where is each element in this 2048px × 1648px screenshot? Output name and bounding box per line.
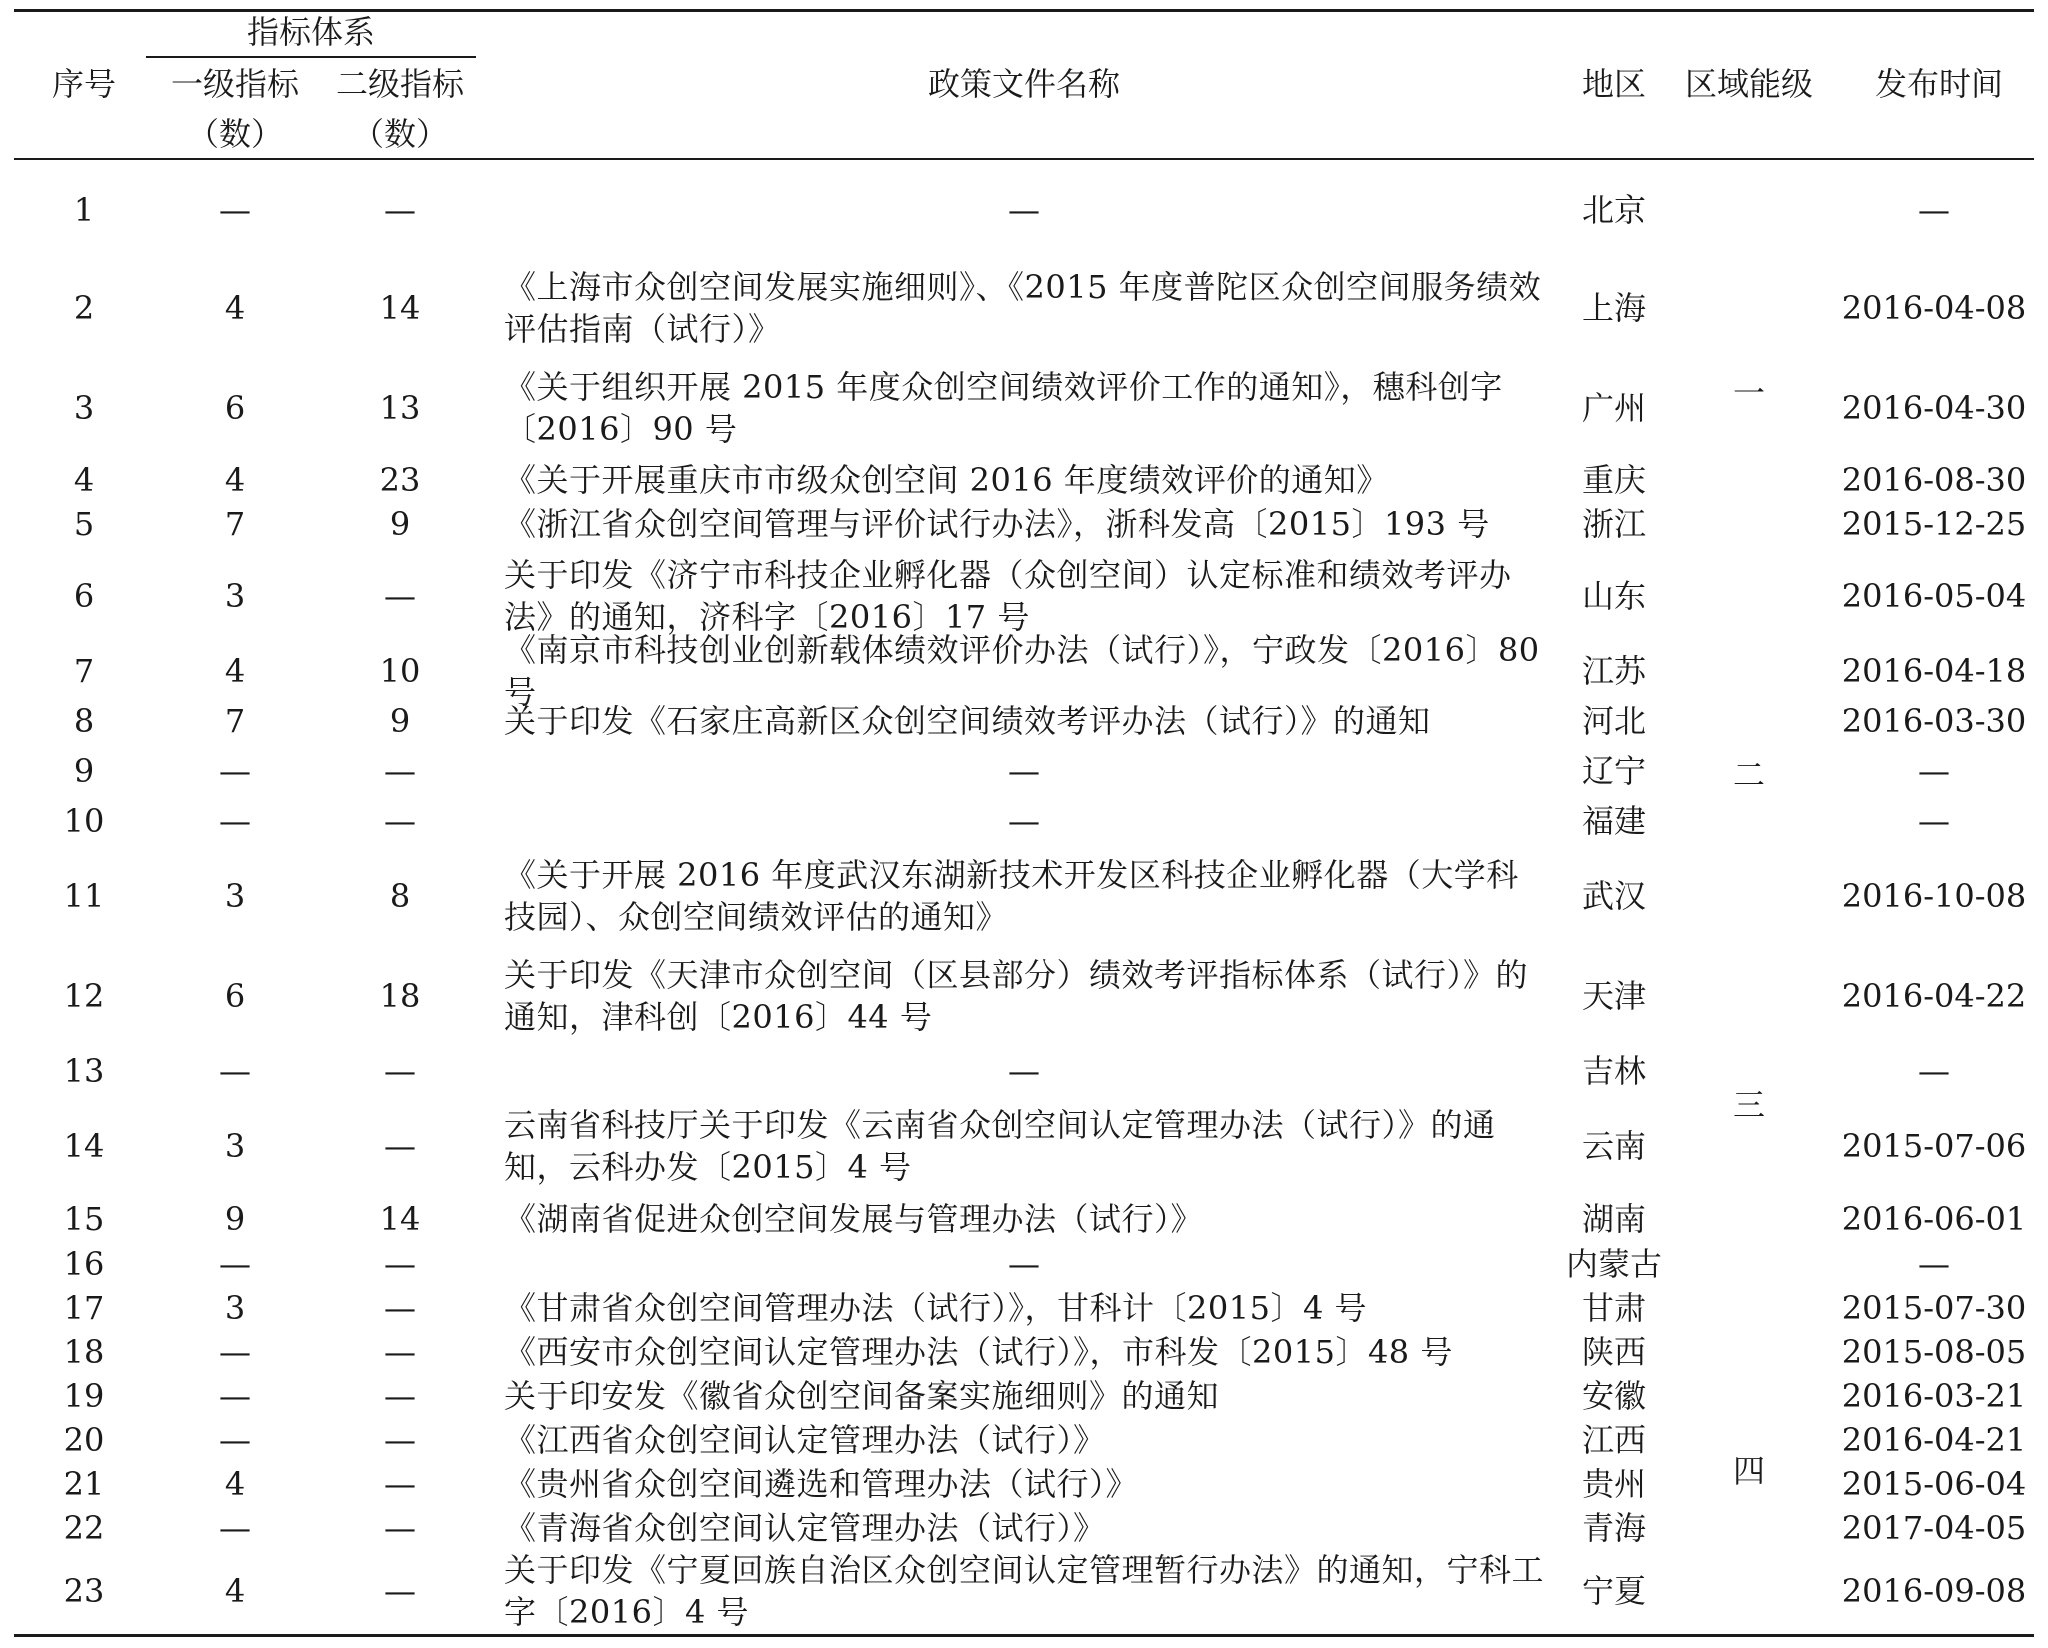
row-level2-count: —: [384, 802, 416, 840]
row-region: 安徽: [1581, 1377, 1646, 1415]
row-policy-name: 关于印安发《徽省众创空间备案实施细则》的通知: [504, 1377, 1220, 1415]
row-date: 2016-10-08: [1841, 877, 2027, 915]
row-level1-count: 4: [224, 1572, 246, 1610]
row-date: —: [1918, 191, 1950, 229]
row-policy-name: 《关于开展 2016 年度武汉东湖新技术开发区科技企业孵化器（大学科技园）、众创空间绩效评估的通知》: [504, 856, 1519, 936]
row-level1-count: 9: [224, 1200, 246, 1238]
row-region: 江西: [1581, 1421, 1646, 1459]
header-rule: [14, 158, 2034, 160]
row-date: 2016-04-08: [1841, 289, 2027, 327]
row-date: 2016-03-30: [1841, 702, 2027, 740]
row-level1-count: —: [219, 1377, 251, 1415]
row-policy-name: —: [1008, 802, 1040, 840]
row-index: 5: [73, 505, 95, 543]
row-policy-name: 《上海市众创空间发展实施细则》、《2015 年度普陀区众创空间服务绩效评估指南（试行）》: [504, 268, 1542, 348]
row-date: —: [1918, 1245, 1950, 1283]
row-index: 3: [73, 389, 95, 427]
row-date: 2016-09-08: [1841, 1572, 2027, 1610]
row-level2-count: —: [384, 191, 416, 229]
row-level2-count: —: [384, 1465, 416, 1503]
row-date: —: [1918, 752, 1950, 790]
row-level2-count: 14: [379, 1200, 421, 1238]
row-date: 2016-04-22: [1841, 977, 2027, 1015]
row-policy-name: 关于印发《宁夏回族自治区众创空间认定管理暂行办法》的通知，宁科工字〔2016〕4 号: [504, 1551, 1545, 1631]
row-level1-count: 4: [224, 652, 246, 690]
row-region: 上海: [1581, 289, 1646, 327]
row-policy-cell: [504, 258, 1544, 358]
row-level2-count: 18: [379, 977, 421, 1015]
header-date: 发布时间: [1874, 65, 2003, 103]
row-region: 内蒙古: [1565, 1245, 1662, 1283]
row-policy-name: 《甘肃省众创空间管理办法（试行）》，甘科计〔2015〕4 号: [504, 1289, 1367, 1327]
row-policy-cell: [504, 1374, 1544, 1418]
row-region: 湖南: [1581, 1200, 1646, 1238]
row-level2-count: —: [384, 577, 416, 615]
row-region: 天津: [1581, 977, 1646, 1015]
row-index: 1: [73, 191, 95, 229]
level-label-one: 一: [1732, 374, 1765, 412]
row-policy-name: 《关于开展重庆市市级众创空间 2016 年度绩效评价的通知》: [504, 461, 1389, 499]
row-policy-name: 《西安市众创空间认定管理办法（试行）》，市科发〔2015〕48 号: [504, 1333, 1453, 1371]
row-level1-count: 3: [224, 1289, 246, 1327]
row-policy-cell: [504, 631, 1544, 711]
row-index: 18: [63, 1333, 105, 1371]
row-index: 9: [73, 752, 95, 790]
row-level2-count: 8: [389, 877, 411, 915]
row-date: 2016-08-30: [1841, 461, 2027, 499]
row-date: 2016-06-01: [1841, 1200, 2027, 1238]
row-level1-count: 4: [224, 461, 246, 499]
bottom-rule: [14, 1634, 2034, 1637]
row-region: 甘肃: [1581, 1289, 1646, 1327]
row-level1-count: 7: [224, 505, 246, 543]
row-policy-cell: [504, 846, 1544, 946]
row-region: 广州: [1581, 389, 1646, 427]
level-label-three: 三: [1732, 1086, 1765, 1124]
row-level2-count: 14: [379, 289, 421, 327]
header-region: 地区: [1581, 65, 1646, 103]
row-region: 吉林: [1581, 1052, 1646, 1090]
policy-table: [14, 0, 2034, 1648]
row-index: 10: [63, 802, 105, 840]
row-index: 23: [63, 1572, 105, 1610]
row-level1-count: —: [219, 1245, 251, 1283]
row-policy-cell: [504, 1330, 1544, 1374]
row-index: 12: [63, 977, 105, 1015]
row-level2-count: 9: [389, 505, 411, 543]
row-policy-cell: [504, 1550, 1544, 1632]
row-date: 2016-04-21: [1841, 1421, 2027, 1459]
row-region: 云南: [1581, 1127, 1646, 1165]
row-date: 2016-05-04: [1841, 577, 2027, 615]
row-region: 江苏: [1581, 652, 1646, 690]
header-level: 区域能级: [1684, 65, 1813, 103]
row-region: 宁夏: [1581, 1572, 1646, 1610]
row-date: 2016-04-18: [1841, 652, 2027, 690]
row-date: 2015-07-06: [1841, 1127, 2027, 1165]
row-region: 山东: [1581, 577, 1646, 615]
row-level1-count: —: [219, 191, 251, 229]
row-date: 2017-04-05: [1841, 1509, 2027, 1547]
row-policy-cell: [504, 1196, 1544, 1242]
row-level2-count: —: [384, 1127, 416, 1165]
row-policy-name: 《关于组织开展 2015 年度众创空间绩效评价工作的通知》，穗科创字〔2016〕90 号: [504, 368, 1503, 448]
row-region: 北京: [1581, 191, 1646, 229]
row-index: 20: [63, 1421, 105, 1459]
group-underline: [146, 56, 476, 58]
row-level2-count: —: [384, 1052, 416, 1090]
row-region: 浙江: [1581, 505, 1646, 543]
row-level2-count: —: [384, 1289, 416, 1327]
row-level2-count: —: [384, 1333, 416, 1371]
row-date: —: [1918, 802, 1950, 840]
row-policy-name: —: [1008, 1052, 1040, 1090]
row-index: 11: [63, 877, 105, 915]
row-policy-name: 《江西省众创空间认定管理办法（试行）》: [504, 1421, 1106, 1459]
row-policy-cell: [504, 1462, 1544, 1506]
header-level2-line1: 二级指标: [335, 65, 464, 103]
row-policy-name: 关于印发《天津市众创空间（区县部分）绩效考评指标体系（试行）》的通知，津科创〔2016〕44 号: [504, 956, 1529, 1036]
row-level1-count: 6: [224, 389, 246, 427]
row-level2-count: 13: [379, 389, 421, 427]
row-date: 2015-12-25: [1841, 505, 2027, 543]
row-level1-count: 3: [224, 577, 246, 615]
row-index: 16: [63, 1245, 105, 1283]
row-policy-cell: [504, 358, 1544, 458]
row-date: 2016-04-30: [1841, 389, 2027, 427]
row-level1-count: —: [219, 752, 251, 790]
row-policy-cell: [504, 1418, 1544, 1462]
row-index: 13: [63, 1052, 105, 1090]
row-level1-count: —: [219, 802, 251, 840]
row-level2-count: —: [384, 752, 416, 790]
row-index: 4: [73, 461, 95, 499]
row-policy-name: —: [1008, 752, 1040, 790]
level-label-two: 二: [1732, 756, 1765, 794]
row-region: 贵州: [1581, 1465, 1646, 1503]
row-level2-count: —: [384, 1421, 416, 1459]
row-region: 重庆: [1581, 461, 1646, 499]
row-region: 辽宁: [1581, 752, 1646, 790]
row-level2-count: —: [384, 1572, 416, 1610]
row-level1-count: —: [219, 1052, 251, 1090]
row-policy-name: 《浙江省众创空间管理与评价试行办法》，浙科发高〔2015〕193 号: [504, 505, 1490, 543]
row-date: 2015-08-05: [1841, 1333, 2027, 1371]
row-index: 6: [73, 577, 95, 615]
row-date: 2016-03-21: [1841, 1377, 2027, 1415]
row-index: 21: [63, 1465, 105, 1503]
row-index: 15: [63, 1200, 105, 1238]
row-policy-name: —: [1008, 1245, 1040, 1283]
row-region: 福建: [1581, 802, 1646, 840]
header-level1-line1: 一级指标: [170, 65, 299, 103]
header-idx: 序号: [51, 65, 116, 103]
row-policy-cell: [504, 458, 1544, 502]
row-policy-name: 关于印发《济宁市科技企业孵化器（众创空间）认定标准和绩效考评办法》的通知，济科字〔2016〕17 号: [504, 556, 1512, 636]
row-level1-count: —: [219, 1421, 251, 1459]
header-group: 指标体系: [246, 13, 375, 51]
row-policy-cell: [504, 1506, 1544, 1550]
row-region: 武汉: [1581, 877, 1646, 915]
row-policy-name: 《青海省众创空间认定管理办法（试行）》: [504, 1509, 1106, 1547]
row-level1-count: 4: [224, 1465, 246, 1503]
row-level2-count: 9: [389, 702, 411, 740]
row-date: 2015-06-04: [1841, 1465, 2027, 1503]
row-level1-count: —: [219, 1509, 251, 1547]
row-level1-count: 3: [224, 877, 246, 915]
header-level2-line2: （数）: [351, 115, 448, 153]
row-policy-cell: [504, 696, 1544, 746]
row-date: 2015-07-30: [1841, 1289, 2027, 1327]
row-index: 7: [73, 652, 95, 690]
row-index: 14: [63, 1127, 105, 1165]
row-level2-count: —: [384, 1509, 416, 1547]
row-region: 青海: [1581, 1509, 1646, 1547]
row-policy-name: 《南京市科技创业创新载体绩效评价办法（试行）》，宁政发〔2016〕80 号: [504, 631, 1540, 711]
row-policy-name: —: [1008, 191, 1040, 229]
row-level1-count: —: [219, 1333, 251, 1371]
row-index: 2: [73, 289, 95, 327]
row-index: 22: [63, 1509, 105, 1547]
row-region: 河北: [1581, 702, 1646, 740]
row-policy-name: 关于印发《石家庄高新区众创空间绩效考评办法（试行）》的通知: [504, 702, 1431, 740]
row-policy-name: 《贵州省众创空间遴选和管理办法（试行）》: [504, 1465, 1139, 1503]
header-level1-line2: （数）: [186, 115, 283, 153]
level-label-four: 四: [1732, 1452, 1765, 1490]
row-level2-count: —: [384, 1245, 416, 1283]
row-level1-count: 6: [224, 977, 246, 1015]
row-index: 8: [73, 702, 95, 740]
row-region: 陕西: [1581, 1333, 1646, 1371]
row-index: 19: [63, 1377, 105, 1415]
header-policy: 政策文件名称: [927, 65, 1120, 103]
row-level1-count: 3: [224, 1127, 246, 1165]
row-date: —: [1918, 1052, 1950, 1090]
row-level2-count: 10: [379, 652, 421, 690]
row-level1-count: 4: [224, 289, 246, 327]
row-policy-cell: [504, 946, 1544, 1046]
row-policy-cell: [504, 502, 1544, 546]
row-policy-cell: [504, 1286, 1544, 1330]
row-policy-name: 《湖南省促进众创空间发展与管理办法（试行）》: [504, 1200, 1204, 1238]
row-policy-name: 云南省科技厅关于印发《云南省众创空间认定管理办法（试行）》的通知，云科办发〔2015〕4 号: [504, 1106, 1496, 1186]
row-level1-count: 7: [224, 702, 246, 740]
row-level2-count: —: [384, 1377, 416, 1415]
row-policy-cell: [504, 1096, 1544, 1196]
row-level2-count: 23: [379, 461, 421, 499]
row-index: 17: [63, 1289, 105, 1327]
